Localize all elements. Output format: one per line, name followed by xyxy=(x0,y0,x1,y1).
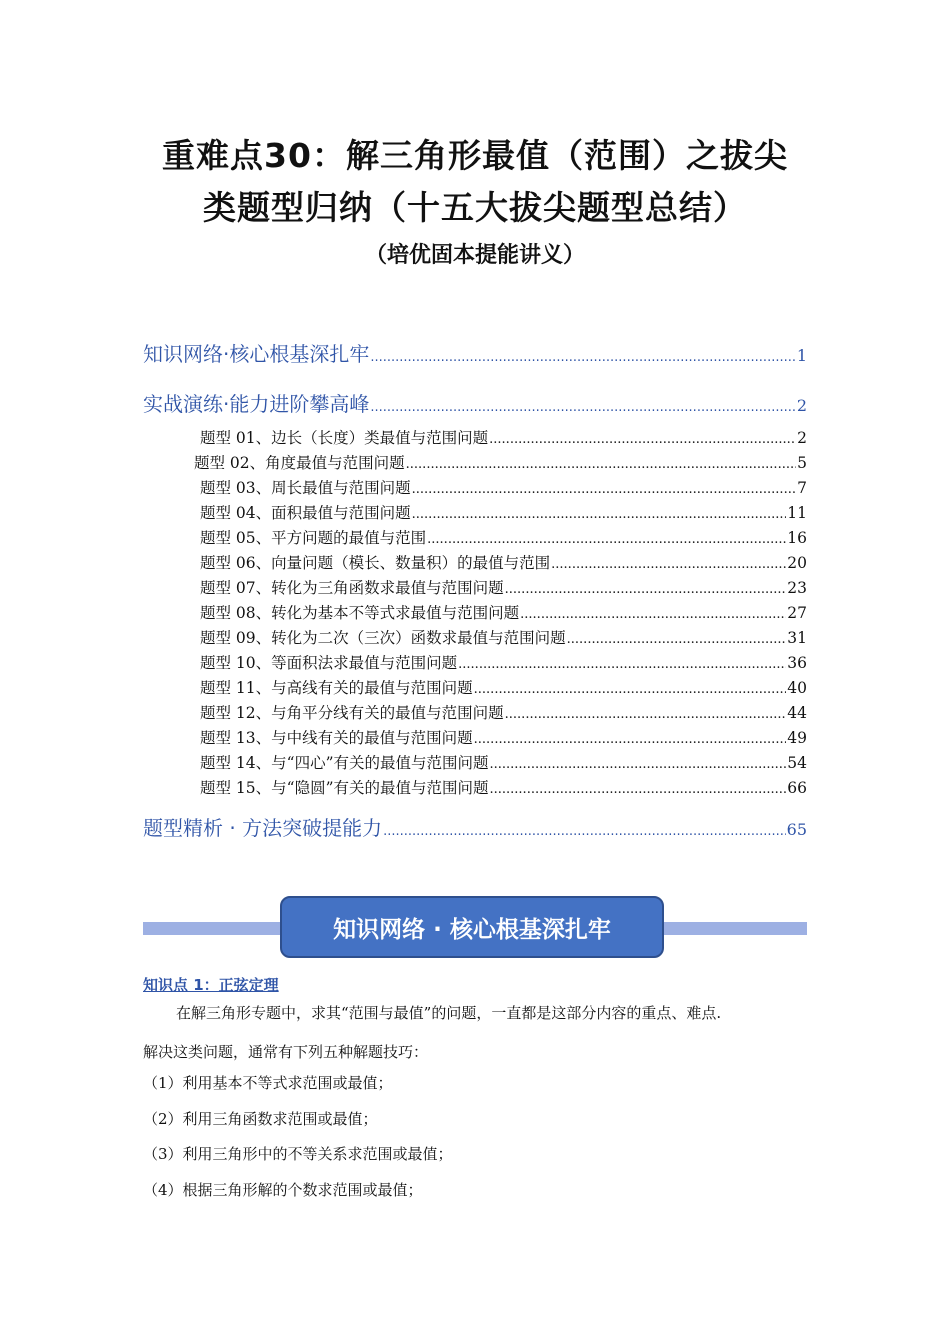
toc-item-label: 题型 06、向量问题（模长、数量积）的最值与范围 xyxy=(200,554,551,572)
toc-leader xyxy=(505,582,787,597)
toc-item-label: 题型 02、角度最值与范围问题 xyxy=(194,454,405,472)
toc-leader xyxy=(520,607,786,622)
toc-item-page: 49 xyxy=(787,729,807,747)
toc-item[interactable] xyxy=(200,601,807,623)
toc-leader xyxy=(427,532,786,547)
toc-item-page: 2 xyxy=(797,429,807,447)
toc-item[interactable] xyxy=(200,476,807,498)
toc-page: 2 xyxy=(796,396,807,415)
intro-paragraph-line2: 解决这类问题，通常有下列五种解题技巧： xyxy=(143,1043,429,1061)
toc-item-label: 题型 11、与高线有关的最值与范围问题 xyxy=(200,679,473,697)
toc-item[interactable] xyxy=(200,426,807,448)
toc-page: 65 xyxy=(786,820,807,839)
toc-leader xyxy=(406,457,796,472)
toc-item-label: 题型 10、等面积法求最值与范围问题 xyxy=(200,654,458,672)
toc-leader xyxy=(489,432,796,447)
toc-label: 题型精析 · 方法突破提能力 xyxy=(143,816,383,840)
toc-item-page: 16 xyxy=(787,529,807,547)
toc-leader xyxy=(370,350,795,365)
tip-item: （3）利用三角形中的不等关系求范围或最值； xyxy=(143,1145,453,1163)
toc-item[interactable] xyxy=(200,726,807,748)
doc-subtitle: （培优固本提能讲义） xyxy=(364,243,585,268)
tip-item: （1）利用基本不等式求范围或最值； xyxy=(143,1074,393,1092)
toc-item[interactable] xyxy=(200,751,807,773)
toc-item-label: 题型 09、转化为二次（三次）函数求最值与范围问题 xyxy=(200,629,566,647)
toc-item-page: 20 xyxy=(787,554,807,572)
toc-leader xyxy=(412,482,796,497)
doc-title-line2: 类题型归纳（十五大拔尖题型总结） xyxy=(203,188,747,227)
toc-leader xyxy=(383,824,786,839)
toc-item[interactable] xyxy=(200,651,807,673)
toc-item-page: 36 xyxy=(787,654,807,672)
toc-item-page: 23 xyxy=(787,579,807,597)
toc-item[interactable] xyxy=(200,501,807,523)
toc-leader xyxy=(412,507,787,522)
tip-item: （4）根据三角形解的个数求范围或最值； xyxy=(143,1181,423,1199)
toc-item[interactable] xyxy=(200,526,807,548)
intro-paragraph-line1: 在解三角形专题中，求其“范围与最值”的问题，一直都是这部分内容的重点、难点. xyxy=(176,1004,722,1022)
toc-item[interactable] xyxy=(200,676,807,698)
toc-item-label: 题型 03、周长最值与范围问题 xyxy=(200,479,411,497)
toc-item[interactable] xyxy=(194,451,807,473)
banner-band-left xyxy=(143,922,288,935)
knowledge-point-heading: 知识点 1：正弦定理 xyxy=(143,976,279,994)
banner-band-right xyxy=(662,922,807,935)
toc-item-label: 题型 04、面积最值与范围问题 xyxy=(200,504,411,522)
toc-leader xyxy=(490,782,787,797)
toc-leader xyxy=(474,732,787,747)
toc-leader xyxy=(474,682,787,697)
toc-label: 实战演练·能力进阶攀高峰 xyxy=(143,392,370,416)
toc-section-methods[interactable] xyxy=(143,812,807,841)
toc-page: 1 xyxy=(796,346,807,365)
toc-item-page: 5 xyxy=(797,454,807,472)
toc-label: 知识网络·核心根基深扎牢 xyxy=(143,342,370,366)
toc-leader xyxy=(505,707,787,722)
toc-item-label: 题型 07、转化为三角函数求最值与范围问题 xyxy=(200,579,504,597)
tip-item: （2）利用三角函数求范围或最值； xyxy=(143,1110,378,1128)
toc-item-page: 7 xyxy=(797,479,807,497)
toc-leader xyxy=(490,757,787,772)
toc-item-page: 11 xyxy=(787,504,807,522)
toc-leader xyxy=(370,400,795,415)
toc-item-label: 题型 13、与中线有关的最值与范围问题 xyxy=(200,729,473,747)
toc-leader xyxy=(567,632,787,647)
toc-item-page: 31 xyxy=(787,629,807,647)
toc-item-label: 题型 05、平方问题的最值与范围 xyxy=(200,529,427,547)
toc-item-page: 44 xyxy=(787,704,807,722)
toc-item-page: 40 xyxy=(787,679,807,697)
toc-item-page: 66 xyxy=(787,779,807,797)
toc-item-label: 题型 15、与“隐圆”有关的最值与范围问题 xyxy=(200,779,489,797)
toc-item-label: 题型 12、与角平分线有关的最值与范围问题 xyxy=(200,704,504,722)
doc-title-line1: 重难点30：解三角形最值（范围）之拔尖 xyxy=(162,136,788,175)
toc-item-label: 题型 08、转化为基本不等式求最值与范围问题 xyxy=(200,604,520,622)
toc-section-knowledge[interactable] xyxy=(143,338,807,367)
toc-leader xyxy=(458,657,786,672)
toc-item[interactable] xyxy=(200,551,807,573)
toc-item-page: 54 xyxy=(787,754,807,772)
toc-item[interactable] xyxy=(200,576,807,598)
toc-section-practice[interactable] xyxy=(143,388,807,417)
toc-item[interactable] xyxy=(200,701,807,723)
toc-item-label: 题型 01、边长（长度）类最值与范围问题 xyxy=(200,429,489,447)
toc-item[interactable] xyxy=(200,626,807,648)
toc-item[interactable] xyxy=(200,776,807,798)
toc-item-label: 题型 14、与“四心”有关的最值与范围问题 xyxy=(200,754,489,772)
toc-leader xyxy=(551,557,786,572)
toc-item-page: 27 xyxy=(787,604,807,622)
section-banner: 知识网络 · 核心根基深扎牢 xyxy=(280,896,664,958)
